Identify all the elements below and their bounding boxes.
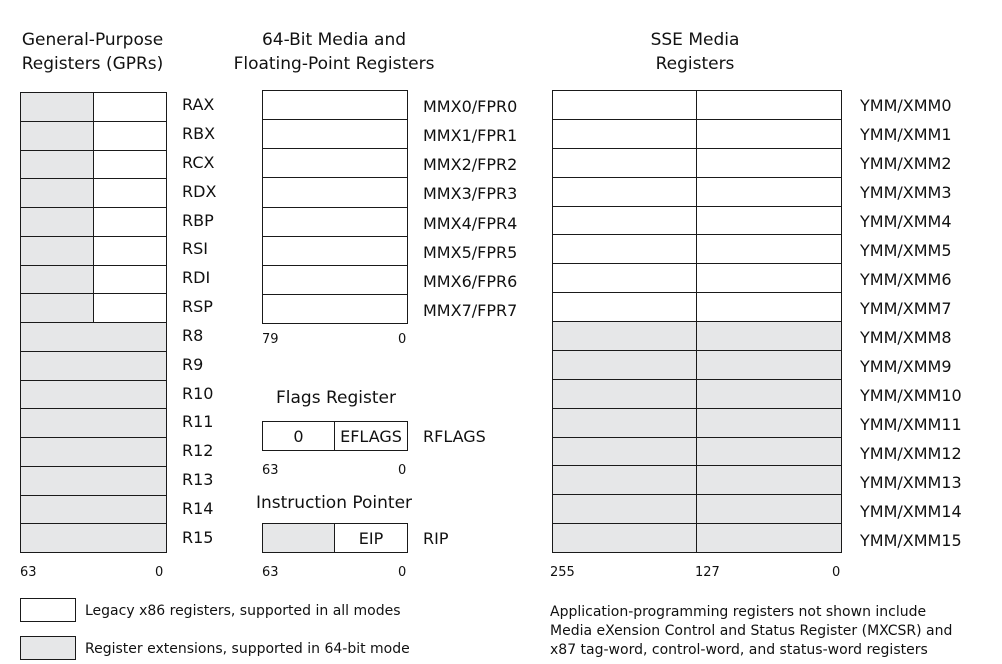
ymm-upper-half bbox=[553, 495, 696, 523]
sse-label: YMM/XMM0 bbox=[860, 96, 952, 116]
gpr-label: R8 bbox=[182, 325, 204, 345]
sse-label: YMM/XMM14 bbox=[860, 501, 962, 521]
sse-row bbox=[553, 523, 841, 552]
gpr-lower-half bbox=[93, 93, 166, 121]
gpr-label: RDX bbox=[182, 181, 217, 201]
gpr-lower-half bbox=[93, 237, 166, 265]
xmm-lower-half bbox=[696, 438, 841, 466]
gpr-row bbox=[21, 466, 166, 495]
gpr-row bbox=[21, 351, 166, 380]
gpr-lower-half bbox=[93, 266, 166, 294]
gpr-lower-half bbox=[93, 294, 166, 322]
gpr-row bbox=[21, 437, 166, 466]
ymm-upper-half bbox=[553, 91, 696, 119]
xmm-lower-half bbox=[696, 293, 841, 321]
xmm-lower-half bbox=[696, 380, 841, 408]
gpr-register-file bbox=[20, 92, 167, 553]
gpr-upper-half bbox=[21, 208, 93, 236]
mmx-label: MMX0/FPR0 bbox=[423, 96, 518, 116]
xmm-lower-half bbox=[696, 524, 841, 552]
gpr-row bbox=[21, 236, 166, 265]
gpr-bit-high: 63 bbox=[20, 565, 37, 580]
mmx-row bbox=[263, 119, 407, 148]
gpr-extension-register bbox=[21, 496, 166, 524]
ip-bit-high: 63 bbox=[262, 565, 279, 580]
xmm-lower-half bbox=[696, 235, 841, 263]
gpr-label: RAX bbox=[182, 95, 215, 115]
gpr-label: R13 bbox=[182, 469, 214, 489]
note-line-3: x87 tag-word, control-word, and status-word registers bbox=[550, 642, 928, 658]
gpr-label: RCX bbox=[182, 153, 215, 173]
legend-legacy-swatch bbox=[20, 598, 76, 622]
sse-row bbox=[553, 379, 841, 408]
gpr-extension-register bbox=[21, 381, 166, 409]
mmx-title bbox=[225, 28, 443, 76]
ip-title: Instruction Pointer bbox=[256, 493, 413, 513]
gpr-label: RBX bbox=[182, 124, 216, 144]
gpr-extension-register bbox=[21, 524, 166, 552]
gpr-extension-register bbox=[21, 438, 166, 466]
sse-title-line1: SSE Media bbox=[650, 30, 740, 50]
sse-row bbox=[553, 465, 841, 494]
gpr-title-line1: General-Purpose bbox=[21, 30, 164, 50]
sse-row bbox=[553, 437, 841, 466]
sse-row bbox=[553, 119, 841, 148]
xmm-lower-half bbox=[696, 207, 841, 235]
xmm-lower-half bbox=[696, 178, 841, 206]
rip-register bbox=[262, 523, 408, 553]
rflags-register bbox=[262, 421, 408, 451]
flags-title: Flags Register bbox=[276, 388, 396, 408]
legend-extension-text: Register extensions, supported in 64-bit mode bbox=[85, 641, 410, 657]
gpr-upper-half bbox=[21, 237, 93, 265]
gpr-upper-half bbox=[21, 294, 93, 322]
sse-row bbox=[553, 91, 841, 119]
sse-label: YMM/XMM6 bbox=[860, 270, 952, 290]
gpr-row bbox=[21, 322, 166, 351]
gpr-title bbox=[10, 28, 175, 76]
mmx-label: MMX3/FPR3 bbox=[423, 184, 518, 204]
gpr-upper-half bbox=[21, 93, 93, 121]
sse-label: YMM/XMM15 bbox=[860, 530, 962, 550]
sse-label: YMM/XMM4 bbox=[860, 212, 952, 232]
gpr-upper-half bbox=[21, 266, 93, 294]
gpr-extension-register bbox=[21, 467, 166, 495]
gpr-label: R12 bbox=[182, 441, 214, 461]
ymm-upper-half bbox=[553, 235, 696, 263]
sse-label: YMM/XMM10 bbox=[860, 385, 962, 405]
ymm-upper-half bbox=[553, 524, 696, 552]
sse-bit-low: 0 bbox=[832, 565, 841, 580]
mmx-title-line2: Floating-Point Registers bbox=[233, 54, 435, 74]
eip-lower-half: EIP bbox=[334, 524, 407, 552]
gpr-row bbox=[21, 207, 166, 236]
ymm-upper-half bbox=[553, 120, 696, 148]
mmx-label: MMX5/FPR5 bbox=[423, 242, 518, 262]
gpr-row bbox=[21, 495, 166, 524]
ip-bit-low: 0 bbox=[398, 565, 407, 580]
gpr-label: RDI bbox=[182, 268, 211, 288]
ymm-upper-half bbox=[553, 351, 696, 379]
rip-label: RIP bbox=[423, 529, 449, 548]
gpr-upper-half bbox=[21, 151, 93, 179]
mmx-row bbox=[263, 294, 407, 323]
gpr-row bbox=[21, 523, 166, 552]
rip-upper-half bbox=[263, 524, 334, 552]
mmx-label: MMX4/FPR4 bbox=[423, 213, 518, 233]
sse-label: YMM/XMM11 bbox=[860, 414, 962, 434]
gpr-row bbox=[21, 121, 166, 150]
xmm-lower-half bbox=[696, 91, 841, 119]
sse-label: YMM/XMM12 bbox=[860, 443, 962, 463]
sse-title bbox=[600, 28, 790, 76]
gpr-row bbox=[21, 265, 166, 294]
ymm-upper-half bbox=[553, 380, 696, 408]
sse-row bbox=[553, 234, 841, 263]
gpr-lower-half bbox=[93, 151, 166, 179]
sse-label: YMM/XMM7 bbox=[860, 299, 952, 319]
flags-bit-low: 0 bbox=[398, 463, 407, 478]
rflags-upper-half: 0 bbox=[263, 422, 334, 450]
sse-bit-mid: 127 bbox=[695, 565, 720, 580]
sse-row bbox=[553, 321, 841, 350]
xmm-lower-half bbox=[696, 322, 841, 350]
xmm-lower-half bbox=[696, 409, 841, 437]
mmx-register-file bbox=[262, 90, 408, 324]
mmx-title-line1: 64-Bit Media and bbox=[261, 30, 407, 50]
mmx-row bbox=[263, 177, 407, 206]
xmm-lower-half bbox=[696, 351, 841, 379]
gpr-row bbox=[21, 293, 166, 322]
xmm-lower-half bbox=[696, 495, 841, 523]
ymm-upper-half bbox=[553, 178, 696, 206]
sse-row bbox=[553, 206, 841, 235]
xmm-lower-half bbox=[696, 466, 841, 494]
mmx-bit-low: 0 bbox=[398, 332, 407, 347]
gpr-row bbox=[21, 178, 166, 207]
gpr-lower-half bbox=[93, 122, 166, 150]
sse-label: YMM/XMM3 bbox=[860, 183, 952, 203]
gpr-title-line2: Registers (GPRs) bbox=[21, 54, 164, 74]
gpr-label: RSP bbox=[182, 297, 213, 317]
note-line-2: Media eXension Control and Status Register (MXCSR) and bbox=[550, 623, 953, 639]
gpr-label: R11 bbox=[182, 412, 214, 432]
ymm-upper-half bbox=[553, 409, 696, 437]
ymm-upper-half bbox=[553, 207, 696, 235]
ymm-upper-half bbox=[553, 322, 696, 350]
sse-row bbox=[553, 292, 841, 321]
gpr-label: R10 bbox=[182, 383, 214, 403]
legend-legacy-text: Legacy x86 registers, supported in all modes bbox=[85, 603, 401, 619]
mmx-row bbox=[263, 207, 407, 236]
sse-register-file bbox=[552, 90, 842, 553]
gpr-upper-half bbox=[21, 179, 93, 207]
mmx-bit-high: 79 bbox=[262, 332, 279, 347]
rflags-label: RFLAGS bbox=[423, 427, 486, 446]
mmx-row bbox=[263, 236, 407, 265]
sse-label: YMM/XMM9 bbox=[860, 356, 952, 376]
eflags-lower-half: EFLAGS bbox=[334, 422, 407, 450]
gpr-lower-half bbox=[93, 179, 166, 207]
gpr-lower-half bbox=[93, 208, 166, 236]
gpr-extension-register bbox=[21, 323, 166, 351]
flags-bit-high: 63 bbox=[262, 463, 279, 478]
gpr-extension-register bbox=[21, 409, 166, 437]
mmx-label: MMX6/FPR6 bbox=[423, 272, 518, 292]
sse-row bbox=[553, 263, 841, 292]
mmx-row bbox=[263, 148, 407, 177]
sse-row bbox=[553, 177, 841, 206]
ymm-upper-half bbox=[553, 149, 696, 177]
gpr-extension-register bbox=[21, 352, 166, 380]
gpr-row bbox=[21, 380, 166, 409]
sse-label: YMM/XMM5 bbox=[860, 241, 952, 261]
note-line-1: Application-programming registers not shown include bbox=[550, 604, 927, 620]
sse-row bbox=[553, 408, 841, 437]
gpr-row bbox=[21, 150, 166, 179]
gpr-label: R14 bbox=[182, 498, 214, 518]
gpr-row bbox=[21, 408, 166, 437]
mmx-row bbox=[263, 265, 407, 294]
gpr-label: RBP bbox=[182, 210, 214, 230]
sse-title-line2: Registers bbox=[655, 54, 735, 74]
legend-extension-swatch bbox=[20, 636, 76, 660]
mmx-row bbox=[263, 91, 407, 119]
sse-label: YMM/XMM13 bbox=[860, 472, 962, 492]
ymm-upper-half bbox=[553, 466, 696, 494]
gpr-row bbox=[21, 93, 166, 121]
xmm-lower-half bbox=[696, 120, 841, 148]
sse-label: YMM/XMM2 bbox=[860, 154, 952, 174]
sse-row bbox=[553, 148, 841, 177]
mmx-label: MMX7/FPR7 bbox=[423, 301, 518, 321]
mmx-label: MMX2/FPR2 bbox=[423, 155, 518, 175]
gpr-label: R15 bbox=[182, 527, 214, 547]
gpr-label: R9 bbox=[182, 354, 204, 374]
mmx-label: MMX1/FPR1 bbox=[423, 125, 518, 145]
ymm-upper-half bbox=[553, 293, 696, 321]
sse-row bbox=[553, 494, 841, 523]
sse-row bbox=[553, 350, 841, 379]
ymm-upper-half bbox=[553, 438, 696, 466]
sse-label: YMM/XMM8 bbox=[860, 327, 952, 347]
sse-bit-high: 255 bbox=[550, 565, 575, 580]
sse-label: YMM/XMM1 bbox=[860, 125, 952, 145]
gpr-upper-half bbox=[21, 122, 93, 150]
xmm-lower-half bbox=[696, 149, 841, 177]
xmm-lower-half bbox=[696, 264, 841, 292]
ymm-upper-half bbox=[553, 264, 696, 292]
gpr-bit-low: 0 bbox=[155, 565, 164, 580]
gpr-label: RSI bbox=[182, 239, 208, 259]
